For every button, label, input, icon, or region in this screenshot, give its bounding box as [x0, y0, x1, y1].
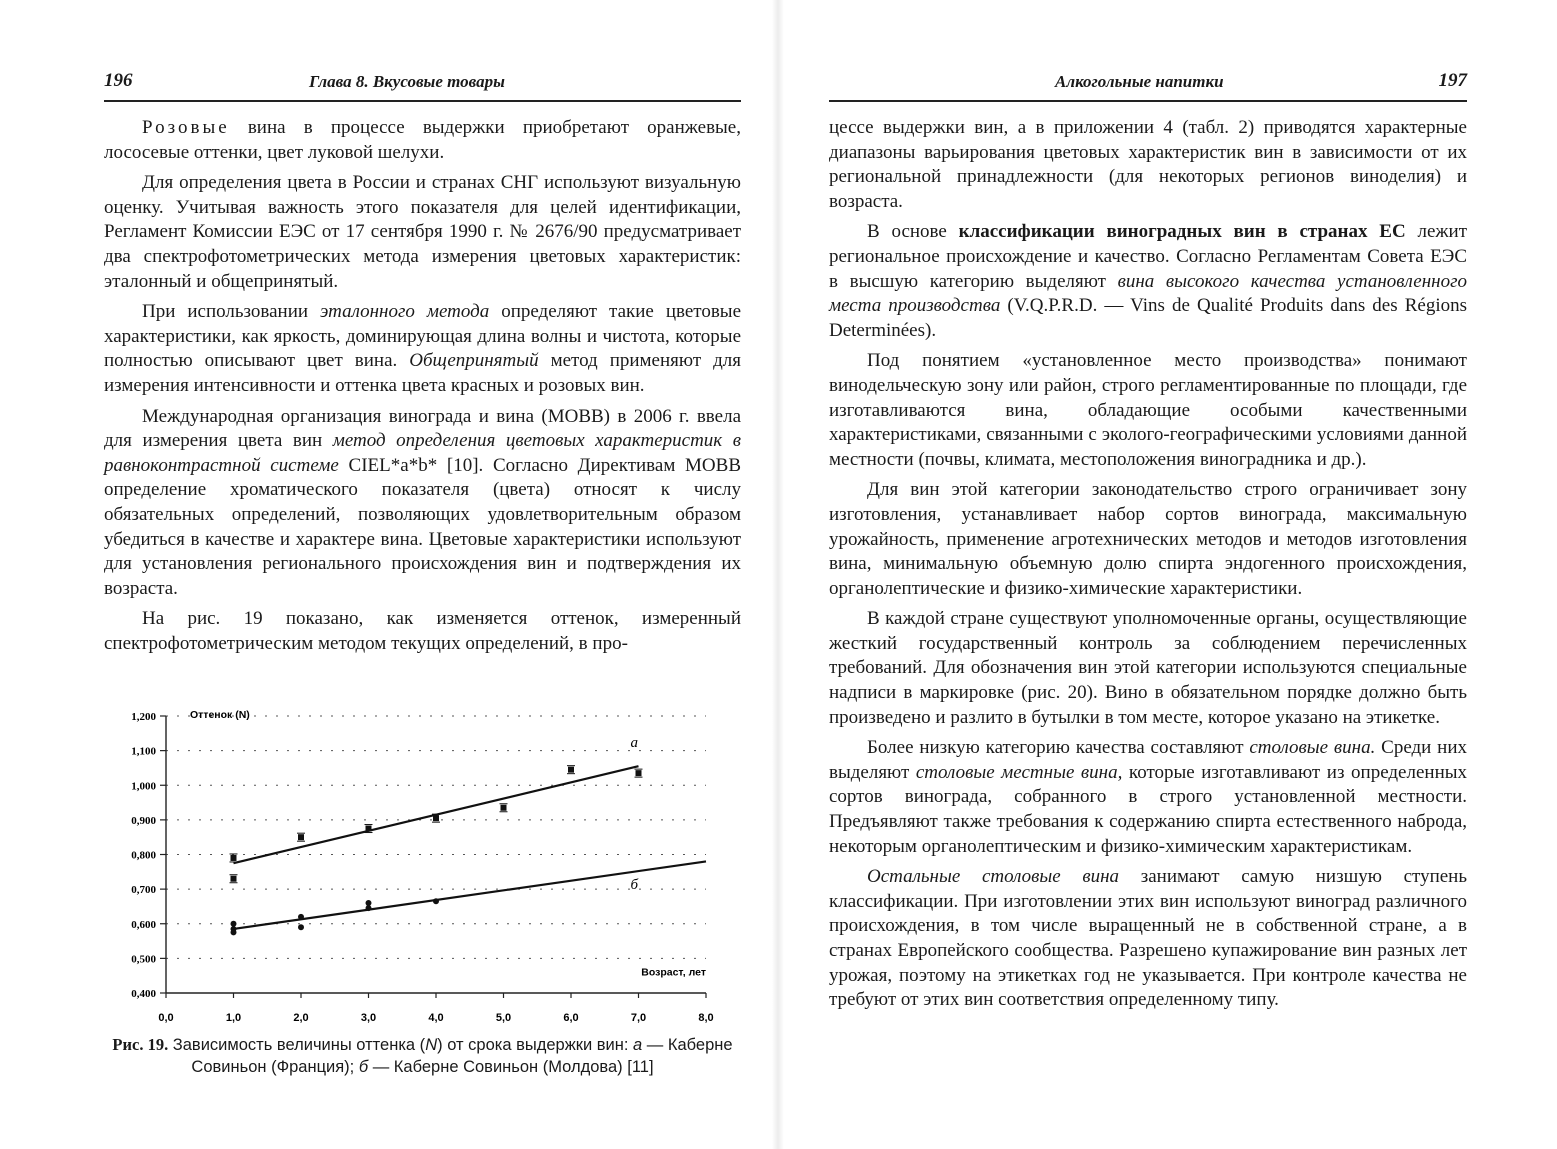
figure-19-chart	[104, 700, 744, 1030]
left-page-header	[104, 70, 741, 102]
data-point	[231, 855, 237, 861]
y-tick-label: 0,700	[131, 884, 156, 897]
paragraph: Розовые вина в процессе выдержки приобретают оранжевые, лососевые оттенки, цвет луковой шелухи.	[104, 117, 741, 163]
paragraph: Для определения цвета в России и странах СНГ используют визуальную оценку. Учитывая важность этого показателя для целей идентификации, Регламент Комиссии ЕЭС от 17 сентября 1990 г. № 2676/90 предусматривает два спектрофотометрических метода измерения цветовых характеристик: эталонный и общепринятый.	[104, 172, 741, 292]
trendline-a	[234, 766, 639, 863]
data-point	[366, 826, 372, 832]
y-tick-label: 0,400	[131, 988, 156, 1000]
data-point	[366, 900, 372, 906]
paragraph: При использовании эталонного метода определяют такие цветовые характеристики, как яркость, доминирующая длина волны и чистота, которые полностью описывают цвет вина. Общепринятый метод применяют для измерения интенсивности и оттенка цвета красных и розовых вин.	[104, 301, 741, 396]
series-label: а	[630, 735, 638, 752]
figure-caption: Рис. 19. Зависимость величины оттенка (N) от срока выдержки вин: а — Каберне Совиньон (Франция); б — Каберне Совиньон (Молдова) [11]	[112, 1035, 733, 1076]
data-point	[231, 929, 237, 935]
data-point	[433, 815, 439, 821]
left-page-text	[104, 116, 741, 662]
right-page-text	[829, 116, 1467, 1019]
data-point	[501, 805, 507, 811]
paragraph: цессе выдержки вин, а в приложении 4 (табл. 2) приводятся характерные диапазоны варьирования цветовых характеристик вин в зависимости от их региональной принадлежности (для некоторых регионов виноделия) и возраста.	[829, 117, 1467, 212]
data-point	[298, 914, 304, 920]
x-tick-label: 2,0	[293, 1012, 309, 1024]
x-axis-label: Возраст, лет	[641, 966, 706, 979]
paragraph: Международная организация винограда и вина (МОВВ) в 2006 г. ввела для измерения цвета вин метод определения цветовых характеристик в равноконтрастной системе CIEL*a*b* [10]. Согласно Директивам МОВВ определение хроматического показателя (цвета) относят к числу обязательных определений, позволяющих удовлетворительным образом убедиться в качестве и характере вина. Цветовые характеристики используют для установления регионального происхождения вин и подтверждения их возраста.	[104, 405, 742, 599]
y-tick-label: 0,500	[131, 953, 156, 966]
paragraph: Остальные столовые вина занимают самую низшую ступень классификации. При изготовлении этих вин используют виноград различного происхождения, в том числе выращенный не в собственной стране, а в странах Европейского сообщества. Разрешено купажирование вин разных лет урожая, поэтому на этикетках год не указывается. При контроле качества не требуют от этих вин соответствия определенному типу.	[829, 866, 1468, 1011]
x-tick-label: 6,0	[563, 1012, 579, 1024]
data-point	[636, 770, 642, 776]
y-tick-label: 1,200	[131, 711, 156, 723]
series-label: б	[630, 877, 639, 894]
data-point	[298, 924, 304, 930]
data-point	[231, 921, 237, 927]
data-point	[366, 905, 372, 911]
x-tick-label: 7,0	[630, 1012, 647, 1024]
right-page-header	[829, 70, 1467, 102]
chart-svg	[104, 700, 744, 1030]
left-page-number: 196	[104, 70, 133, 91]
x-tick-label: 0,0	[158, 1012, 174, 1024]
y-tick-label: 0,900	[131, 814, 156, 827]
data-point	[568, 767, 574, 773]
y-axis-label: Оттенок (N)	[190, 709, 250, 721]
x-tick-label: 1,0	[225, 1012, 242, 1024]
x-tick-label: 5,0	[495, 1012, 512, 1024]
x-tick-label: 3,0	[360, 1012, 377, 1024]
y-tick-label: 0,800	[131, 849, 156, 862]
paragraph: В основе классификации виноградных вин в странах ЕС лежит региональное происхождение и качество. Согласно Регламентам Совета ЕЭС в высшую категорию выделяют вина высокого качества установленного места производства (V.Q.P.R.D. — Vins de Qualité Produits dans des Régions Determinées).	[829, 221, 1467, 341]
trendline-b	[234, 861, 707, 929]
y-tick-label: 1,100	[131, 745, 156, 758]
data-point	[433, 898, 439, 904]
data-point	[298, 834, 304, 840]
paragraph: Для вин этой категории законодательство строго ограничивает зону изготовления, устанавливает набор сортов винограда, максимальную урожайность, применение агротехнических методов и методов изготовления вина, минимальную объемную долю спирта эндогенного происхождения, органолептические и физико-химические характеристики.	[829, 479, 1467, 599]
paragraph: В каждой стране существуют уполномоченные органы, осуществляющие жесткий государственный контроль за соблюдением перечисленных требований. Для обозначения вин этой категории используются специальные надписи в маркировке (рис. 20). Вино в обязательном порядке должно быть произведено и разлито в бутылки в том месте, которое указано на этикетке.	[829, 608, 1467, 728]
x-tick-label: 8,0	[698, 1012, 714, 1024]
right-page-number: 197	[1438, 70, 1467, 91]
paragraph: Под понятием «установленное место производства» понимают винодельческую зону или район, строго регламентированные по площади, где изготавливаются вина, обладающие особыми качественными характеристиками, связанными с эколого-географическими условиями данной местности (почвы, климата, местоположения виноградника и др.).	[829, 350, 1467, 470]
y-tick-label: 1,000	[131, 780, 156, 793]
right-page	[778, 0, 1557, 1149]
data-point	[231, 876, 237, 882]
paragraph: Более низкую категорию качества составляют столовые вина. Среди них выделяют столовые местные вина, которые изготавливают из определенных сортов винограда, собранного в строго установленной местности. Предъявляют также требования к содержанию спирта естественного наброда, некоторым органолептическим и физико-химическим характеристикам.	[829, 737, 1467, 857]
paragraph: На рис. 19 показано, как изменяется оттенок, измеренный спектрофотометрическим методом текущих определений, в про-	[104, 608, 741, 654]
right-running-title: Алкогольные напитки	[1055, 72, 1224, 91]
y-tick-label: 0,600	[131, 918, 156, 931]
left-running-title: Глава 8. Вкусовые товары	[309, 72, 505, 91]
x-tick-label: 4,0	[428, 1012, 444, 1024]
